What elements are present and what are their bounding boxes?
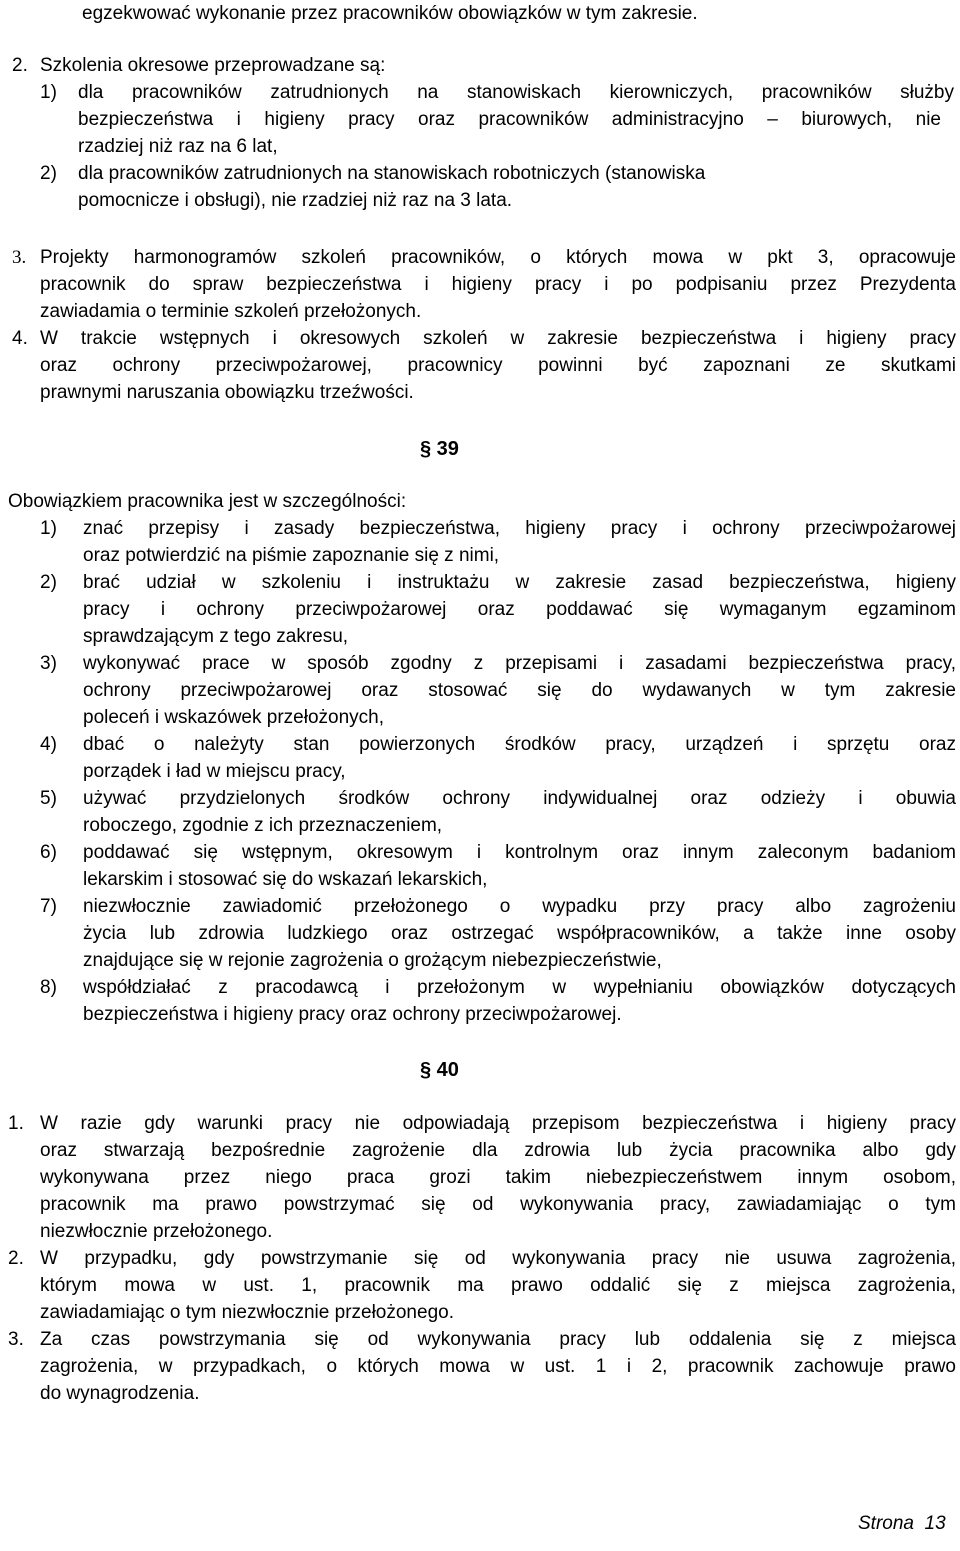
point-2-item-1-line: dla pracowników zatrudnionych na stanowiskach kierowniczych, pracowników służby	[78, 82, 954, 103]
duty-1-line: oraz potwierdzić na piśmie zapoznanie się z nimi,	[83, 545, 500, 566]
duty-3-line: wykonywać prace w sposób zgodny z przepisami i zasadami bezpieczeństwa pracy,	[83, 653, 956, 674]
clause-2-line: W przypadku, gdy powstrzymanie się od wykonywania pracy nie usuwa zagrożenia,	[40, 1248, 956, 1269]
duty-8-line: współdziałać z pracodawcą i przełożonym w wypełnianiu obowiązków dotyczących	[83, 977, 956, 998]
intro-tail-line: egzekwować wykonanie przez pracowników obowiązków w tym zakresie.	[82, 3, 698, 24]
clause-1-number: 1.	[8, 1113, 24, 1134]
duty-1-number: 1)	[40, 518, 57, 539]
point-3-line: zawiadamia o terminie szkoleń przełożonych.	[40, 301, 422, 322]
point-4-line: prawnymi naruszania obowiązku trzeźwości.	[40, 382, 414, 403]
duty-2-line: sprawdzającym z tego zakresu,	[83, 626, 349, 647]
duty-6-line: poddawać się wstępnym, okresowym i kontrolnym oraz innym zaleconym badaniom	[83, 842, 956, 863]
clause-1-line: pracownik ma prawo powstrzymać się od wykonywania pracy, zawiadamiając o tym	[40, 1194, 956, 1215]
duty-7-line: życia lub zdrowia ludzkiego oraz ostrzegać współpracowników, a także inne osoby	[83, 923, 956, 944]
clause-1-line: W razie gdy warunki pracy nie odpowiadają przepisom bezpieczeństwa i higieny pracy	[40, 1113, 956, 1134]
page-number: 13	[924, 1513, 946, 1534]
point-2-item-2-number: 2)	[40, 163, 57, 184]
duty-3-line: poleceń i wskazówek przełożonych,	[83, 707, 384, 728]
duty-3-line: ochrony przeciwpożarowej oraz stosować się do wydawanych w tym zakresie	[83, 680, 956, 701]
clause-3-line: Za czas powstrzymania się od wykonywania pracy lub oddalenia się z miejsca	[40, 1329, 956, 1350]
duty-7-line: znajdujące się w rejonie zagrożenia o grożącym niebezpieczeństwie,	[83, 950, 662, 971]
section-40-heading: § 40	[420, 1059, 459, 1081]
point-4-line: oraz ochrony przeciwpożarowej, pracownicy powinni być zapoznani ze skutkami	[40, 355, 956, 376]
point-2-item-1-number: 1)	[40, 82, 57, 103]
point-4-line: W trakcie wstępnych i okresowych szkoleń w zakresie bezpieczeństwa i higieny pracy	[40, 328, 956, 349]
point-3-line: pracownik do spraw bezpieczeństwa i higieny pracy i po podpisaniu przez Prezydenta	[40, 274, 956, 295]
duty-2-number: 2)	[40, 572, 57, 593]
point-2-item-1-line: bezpieczeństwa i higieny pracy oraz pracowników administracyjno – biurowych, nie	[78, 109, 941, 130]
duty-4-line: dbać o należyty stan powierzonych środków pracy, urządzeń i sprzętu oraz	[83, 734, 956, 755]
duty-8-line: bezpieczeństwa i higieny pracy oraz ochrony przeciwpożarowej.	[83, 1004, 622, 1025]
footer-label: Strona	[858, 1513, 914, 1534]
clause-2-number: 2.	[8, 1248, 24, 1269]
clause-3-line: zagrożenia, w przypadkach, o których mowa w ust. 1 i 2, pracownik zachowuje prawo	[40, 1356, 956, 1377]
point-2-number: 2.	[12, 55, 28, 76]
duty-7-line: niezwłocznie zawiadomić przełożonego o wypadku przy pracy albo zagrożeniu	[83, 896, 956, 917]
page-footer	[858, 1512, 946, 1536]
duty-5-line: roboczego, zgodnie z ich przeznaczeniem,	[83, 815, 443, 836]
section-39-lead: Obowiązkiem pracownika jest w szczególności:	[8, 491, 407, 512]
duty-6-line: lekarskim i stosować się do wskazań lekarskich,	[83, 869, 488, 890]
duty-2-line: brać udział w szkoleniu i instruktażu w zakresie zasad bezpieczeństwa, higieny	[83, 572, 956, 593]
clause-1-line: oraz stwarzają bezpośrednie zagrożenie dla zdrowia lub życia pracownika albo gdy	[40, 1140, 956, 1161]
duty-6-number: 6)	[40, 842, 57, 863]
point-4-number: 4.	[12, 328, 28, 349]
duty-4-line: porządek i ład w miejscu pracy,	[83, 761, 346, 782]
clause-2-line: którym mowa w ust. 1, pracownik ma prawo oddalić się z miejsca zagrożenia,	[40, 1275, 956, 1296]
duty-3-number: 3)	[40, 653, 57, 674]
point-2-item-1-line: rzadziej niż raz na 6 lat,	[78, 136, 278, 157]
point-3-line: Projekty harmonogramów szkoleń pracowników, o których mowa w pkt 3, opracowuje	[40, 247, 956, 268]
duty-7-number: 7)	[40, 896, 57, 917]
section-39-heading: § 39	[420, 438, 459, 460]
point-2-lead: Szkolenia okresowe przeprowadzane są:	[40, 55, 386, 76]
point-2-item-2-line: dla pracowników zatrudnionych na stanowiskach robotniczych (stanowiska	[78, 163, 706, 184]
duty-5-line: używać przydzielonych środków ochrony indywidualnej oraz odzieży i obuwia	[83, 788, 956, 809]
point-3-number: 3.	[12, 247, 27, 268]
duty-4-number: 4)	[40, 734, 57, 755]
clause-1-line: wykonywana przez niego praca grozi takim niebezpieczeństwem innym osobom,	[40, 1167, 956, 1188]
clause-3-line: do wynagrodzenia.	[40, 1383, 200, 1404]
clause-1-line: niezwłocznie przełożonego.	[40, 1221, 273, 1242]
clause-3-number: 3.	[8, 1329, 24, 1350]
duty-1-line: znać przepisy i zasady bezpieczeństwa, higieny pracy i ochrony przeciwpożarowej	[83, 518, 956, 539]
duty-2-line: pracy i ochrony przeciwpożarowej oraz poddawać się wymaganym egzaminom	[83, 599, 956, 620]
duty-5-number: 5)	[40, 788, 57, 809]
clause-2-line: zawiadamiając o tym niezwłocznie przełożonego.	[40, 1302, 454, 1323]
point-2-item-2-line: pomocnicze i obsługi), nie rzadziej niż raz na 3 lata.	[78, 190, 513, 211]
duty-8-number: 8)	[40, 977, 57, 998]
